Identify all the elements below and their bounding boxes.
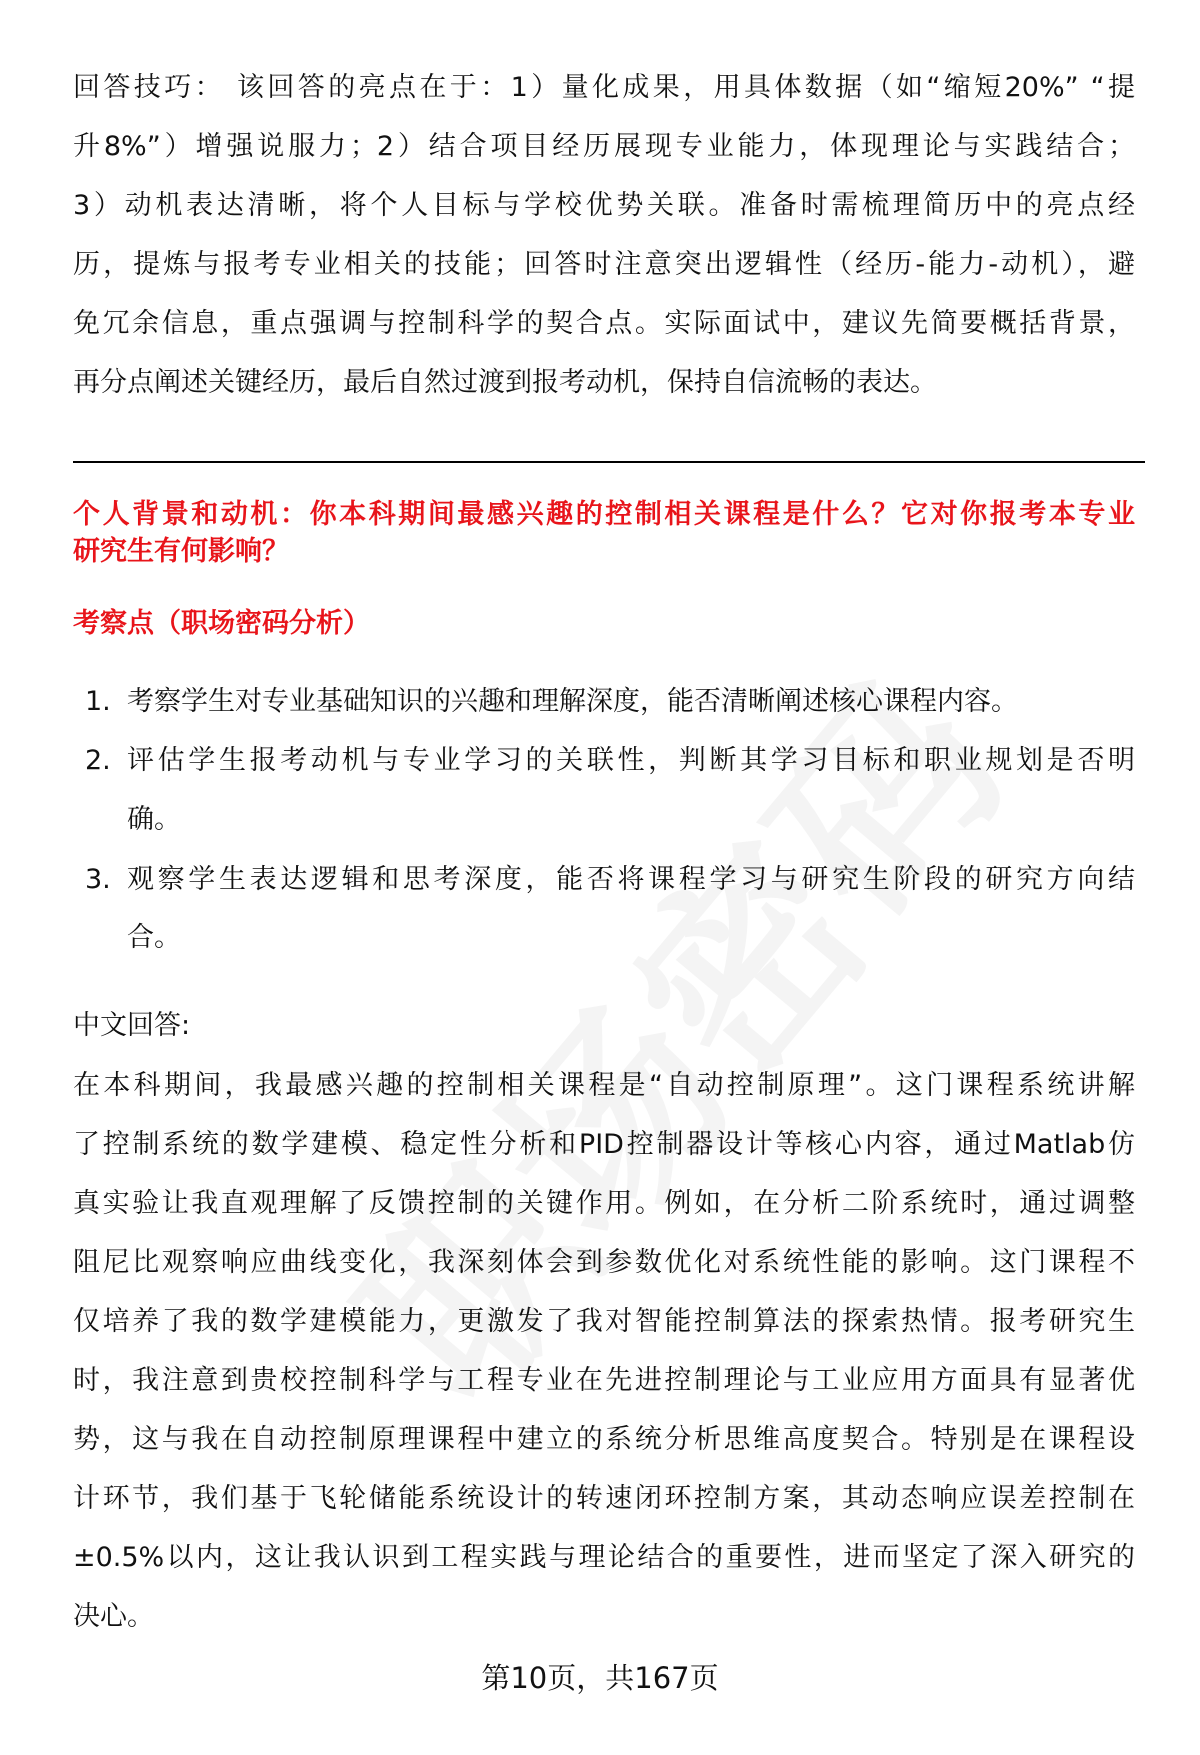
list-item: 确。 (127, 804, 181, 835)
tips-line: 升8%”）增强说服力；2）结合项目经历展现专业能力，体现理论与实践结合； (73, 131, 1135, 162)
tips-line: 回答技巧： 该回答的亮点在于：1）量化成果，用具体数据（如“缩短20%” “提 (73, 72, 1135, 103)
list-item: 评估学生报考动机与专业学习的关联性，判断其学习目标和职业规划是否明 (127, 745, 1135, 776)
list-item: 合。 (127, 922, 181, 953)
list-number: 3. (85, 864, 111, 895)
page-number: 第10页，共167页 (481, 1661, 719, 1695)
answer-line: 真实验让我直观理解了反馈控制的关键作用。例如，在分析二阶系统时，通过调整 (73, 1188, 1135, 1219)
question-line: 研究生有何影响？ (73, 536, 289, 567)
answer-line: ±0.5%以内，这让我认识到工程实践与理论结合的重要性，进而坚定了深入研究的 (73, 1542, 1135, 1573)
answer-line: 在本科期间，我最感兴趣的控制相关课程是“自动控制原理”。这门课程系统讲解 (73, 1070, 1135, 1101)
tips-line: 免冗余信息，重点强调与控制科学的契合点。实际面试中，建议先简要概括背景， (73, 308, 1135, 339)
tips-line: 历，提炼与报考专业相关的技能；回答时注意突出逻辑性（经历-能力-动机），避 (73, 249, 1135, 280)
list-item: 考察学生对专业基础知识的兴趣和理解深度，能否清晰阐述核心课程内容。 (127, 686, 1018, 717)
list-item: 观察学生表达逻辑和思考深度，能否将课程学习与研究生阶段的研究方向结 (127, 864, 1135, 895)
question-line: 个人背景和动机：你本科期间最感兴趣的控制相关课程是什么？它对你报考本专业 (73, 499, 1135, 530)
list-number: 2. (85, 745, 111, 776)
answer-line: 阻尼比观察响应曲线变化，我深刻体会到参数优化对系统性能的影响。这门课程不 (73, 1247, 1135, 1278)
answer-line: 时，我注意到贵校控制科学与工程专业在先进控制理论与工业应用方面具有显著优 (73, 1365, 1135, 1396)
answer-line: 势，这与我在自动控制原理课程中建立的系统分析思维高度契合。特别是在课程设 (73, 1424, 1135, 1455)
tips-line: 3）动机表达清晰，将个人目标与学校优势关联。准备时需梳理简历中的亮点经 (73, 190, 1135, 221)
answer-line: 了控制系统的数学建模、稳定性分析和PID控制器设计等核心内容，通过Matlab仿 (73, 1129, 1135, 1160)
tips-line: 再分点阐述关键经历，最后自然过渡到报考动机，保持自信流畅的表达。 (73, 367, 937, 398)
focus-heading: 考察点（职场密码分析） (73, 608, 370, 639)
divider (73, 461, 1145, 463)
answer-line: 计环节，我们基于飞轮储能系统设计的转速闭环控制方案，其动态响应误差控制在 (73, 1483, 1135, 1514)
answer-label: 中文回答: (73, 1010, 191, 1041)
list-number: 1. (85, 686, 111, 717)
answer-line: 仅培养了我的数学建模能力，更激发了我对智能控制算法的探索热情。报考研究生 (73, 1306, 1135, 1337)
answer-line: 决心。 (73, 1601, 154, 1632)
